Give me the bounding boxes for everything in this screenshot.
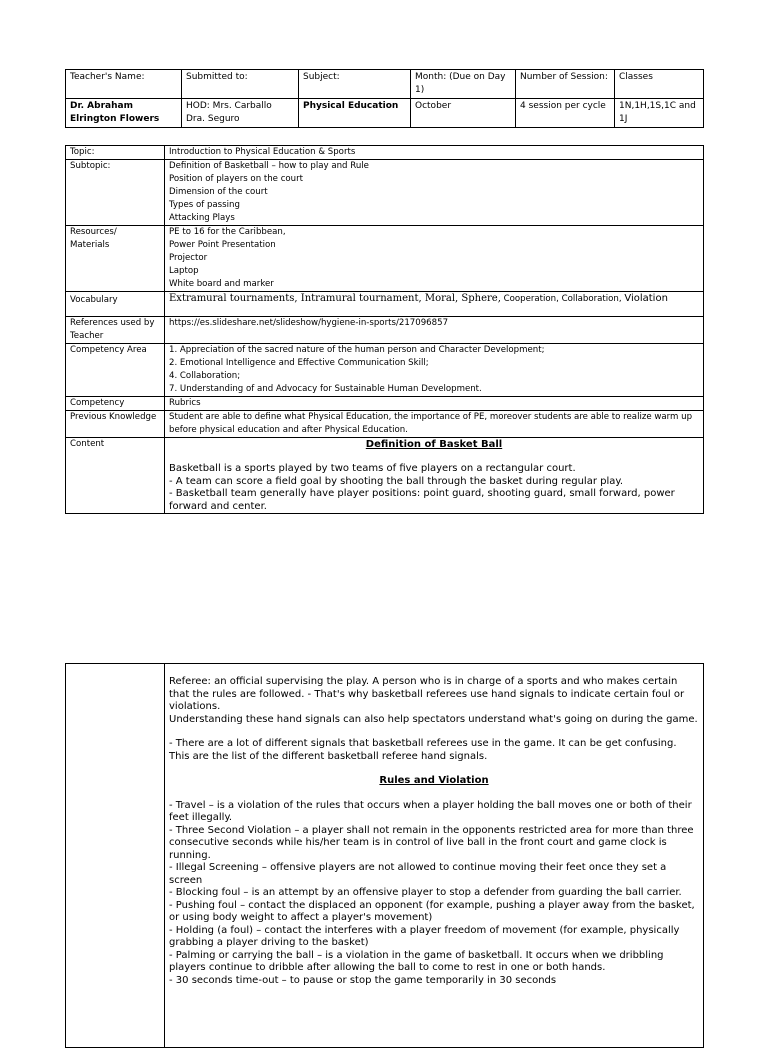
subtopic-label: Subtopic: bbox=[66, 160, 165, 226]
vocabulary-row bbox=[66, 292, 704, 317]
competency-area-item: 7. Understanding of and Advocacy for Sustainable Human Development. bbox=[169, 384, 482, 394]
resource-item: Power Point Presentation bbox=[169, 240, 276, 250]
sessions-value: 4 session per cycle bbox=[516, 99, 615, 128]
competency-label: Competency bbox=[66, 397, 165, 411]
content-line: - A team can score a field goal by shooting the ball through the basket during regular play. bbox=[169, 475, 624, 487]
rule-item: - Pushing foul – contact the displaced an opponent (for example, pushing a player away from the basket, or using body weight to affect a player's movement) bbox=[169, 899, 695, 923]
continuation-label-cell bbox=[66, 664, 165, 1048]
content-body bbox=[169, 463, 699, 513]
resources-label bbox=[66, 226, 165, 292]
resources-list bbox=[165, 226, 704, 292]
competency-area-list bbox=[165, 344, 704, 397]
content-row bbox=[66, 438, 704, 514]
subtopic-item: Attacking Plays bbox=[169, 213, 235, 223]
spacer bbox=[169, 763, 699, 775]
month-label: Month: (Due on Day 1) bbox=[411, 70, 516, 99]
topic-label: Topic: bbox=[66, 146, 165, 160]
resources-label-line: Resources/ bbox=[70, 227, 117, 237]
vocabulary-value bbox=[165, 292, 704, 317]
submitted-label: Submitted to: bbox=[182, 70, 299, 99]
spacer bbox=[169, 788, 699, 800]
references-label: References used by Teacher bbox=[66, 317, 165, 344]
subject-value: Physical Education bbox=[299, 99, 411, 128]
vocabulary-label: Vocabulary bbox=[66, 292, 165, 317]
lesson-plan-table bbox=[65, 145, 704, 514]
vocabulary-terms-small: Cooperation, Collaboration, bbox=[500, 294, 625, 304]
competency-area-item: 4. Collaboration; bbox=[169, 371, 241, 381]
vocabulary-terms: Extramural tournaments, Intramural tournament, Moral, Sphere, bbox=[169, 293, 501, 304]
signals-paragraph: - There are a lot of different signals that basketball referees use in the game. It can be get confusing. This are the list of the different basketball referee hand signals. bbox=[169, 738, 677, 762]
resources-row bbox=[66, 226, 704, 292]
topic-value: Introduction to Physical Education & Sports bbox=[165, 146, 704, 160]
previous-knowledge-row bbox=[66, 411, 704, 438]
sessions-label: Number of Session: bbox=[516, 70, 615, 99]
resource-item: Laptop bbox=[169, 266, 199, 276]
resources-label-line: Materials bbox=[70, 240, 110, 250]
referee-paragraph: Referee: an official supervising the play. A person who is in charge of a sports and who makes certain that the rules are followed. - That's why basketball referees use hand signals to indicate certain foul or violations. bbox=[169, 676, 685, 712]
continuation-content bbox=[165, 664, 704, 1048]
rules-title: Rules and Violation bbox=[379, 775, 489, 786]
rule-item: - Blocking foul – is an attempt by an offensive player to stop a defender from guarding the ball carrier. bbox=[169, 887, 682, 898]
rule-item: - Travel – is a violation of the rules that occurs when a player holding the ball moves one or both of their feet illegally. bbox=[169, 799, 692, 823]
teacher-name: Dr. Abraham Elrington Flowers bbox=[66, 99, 182, 128]
competency-area-label: Competency Area bbox=[66, 344, 165, 397]
subtopic-row bbox=[66, 160, 704, 226]
references-row bbox=[66, 317, 704, 344]
rule-item: - 30 seconds time-out – to pause or stop the game temporarily in 30 seconds bbox=[169, 974, 557, 986]
submitted-to-hod: HOD: Mrs. Carballo bbox=[186, 101, 272, 111]
classes-label: Classes bbox=[615, 70, 704, 99]
rule-item: - Three Second Violation – a player shall not remain in the opponents restricted area for more than three consecutive seconds while his/her team is in control of live ball in the front court and game clock is running. bbox=[169, 824, 694, 861]
content-line: Basketball is a sports played by two teams of five players on a rectangular court. bbox=[169, 463, 576, 474]
competency-row bbox=[66, 397, 704, 411]
rule-item: - Illegal Screening – offensive players are not allowed to continue moving their feet once they set a screen bbox=[169, 862, 667, 886]
vocabulary-terms-end: Violation bbox=[624, 293, 668, 304]
continuation-table bbox=[65, 663, 704, 1048]
resource-item: White board and marker bbox=[169, 279, 274, 289]
understanding-paragraph: Understanding these hand signals can also help spectators understand what's going on during the game. bbox=[169, 713, 698, 725]
subtopic-item: Dimension of the court bbox=[169, 187, 268, 197]
subtopic-item: Definition of Basketball – how to play and Rule bbox=[169, 161, 369, 171]
rule-item: - Palming or carrying the ball – is a violation in the game of basketball. It occurs when we dribbling players continue to dribble after allowing the ball to come to rest in one or both hands. bbox=[169, 949, 664, 973]
resource-item: PE to 16 for the Caribbean, bbox=[169, 227, 286, 237]
rule-item: - Holding (a foul) – contact the interferes with a player freedom of movement (for example, physically grabbing a player driving to the basket) bbox=[169, 924, 680, 948]
content-line: - Basketball team generally have player positions: point guard, shooting guard, small forward, power forward and center. bbox=[169, 488, 675, 512]
competency-value: Rubrics bbox=[165, 397, 704, 411]
content-cell bbox=[165, 438, 704, 514]
header-table bbox=[65, 69, 704, 128]
subtopic-item: Types of passing bbox=[169, 200, 240, 210]
submitted-to-second: Dra. Seguro bbox=[186, 114, 240, 124]
references-value: https://es.slideshare.net/slideshow/hygiene-in-sports/217096857 bbox=[165, 317, 704, 344]
content-label: Content bbox=[66, 438, 165, 514]
subtopic-list bbox=[165, 160, 704, 226]
competency-area-row bbox=[66, 344, 704, 397]
previous-knowledge-value: Student are able to define what Physical Education, the importance of PE, moreover students are able to realize warm up before physical education and after Physical Education. bbox=[165, 411, 704, 438]
subject-label: Subject: bbox=[299, 70, 411, 99]
previous-knowledge-label: Previous Knowledge bbox=[66, 411, 165, 438]
competency-area-item: 1. Appreciation of the sacred nature of the human person and Character Development; bbox=[169, 345, 545, 355]
content-title: Definition of Basket Ball bbox=[365, 439, 503, 450]
submitted-to bbox=[182, 99, 299, 128]
spacer bbox=[169, 726, 699, 738]
subtopic-item: Position of players on the court bbox=[169, 174, 304, 184]
resource-item: Projector bbox=[169, 253, 208, 263]
spacer bbox=[169, 451, 699, 463]
competency-area-item: 2. Emotional Intelligence and Effective Communication Skill; bbox=[169, 358, 429, 368]
month-value: October bbox=[411, 99, 516, 128]
classes-value: 1N,1H,1S,1C and 1J bbox=[615, 99, 704, 128]
teacher-label: Teacher's Name: bbox=[66, 70, 182, 99]
topic-row bbox=[66, 146, 704, 160]
